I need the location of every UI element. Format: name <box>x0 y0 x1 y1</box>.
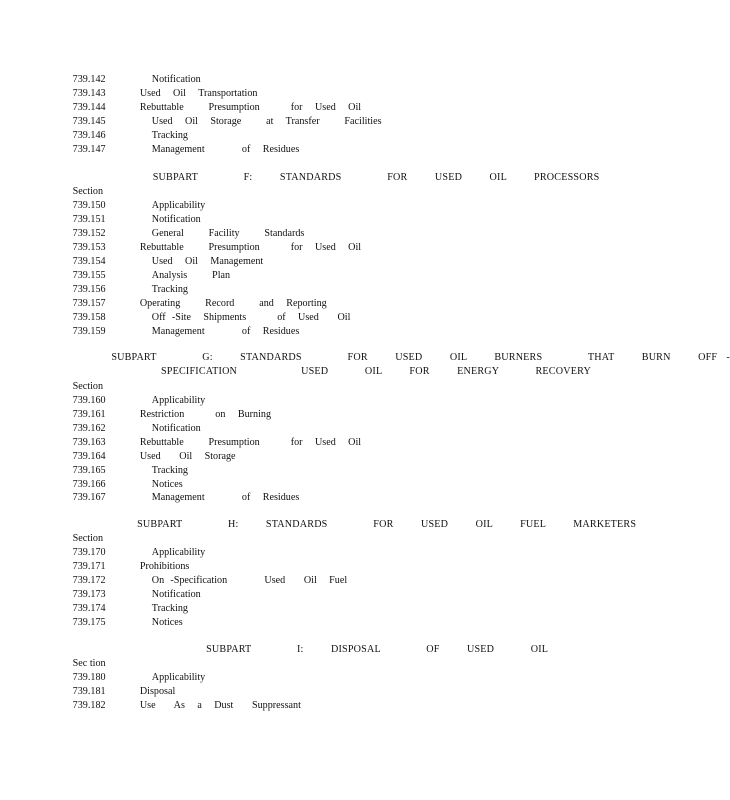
section-number: 739.153 <box>72 241 106 253</box>
section-title: Notices <box>151 478 183 490</box>
section-title: Management of Residues <box>151 491 300 503</box>
section-number: 739.147 <box>72 143 106 155</box>
section-label: Sec tion <box>72 657 106 669</box>
section-number: 739.167 <box>72 491 106 503</box>
section-title: Rebuttable Presumption for Used Oil <box>139 101 362 113</box>
section-number: 739.154 <box>72 255 106 267</box>
section-number: 739.181 <box>72 685 106 697</box>
section-title: Applicability <box>151 546 206 558</box>
section-number: 739.182 <box>72 699 106 711</box>
section-number: 739.157 <box>72 297 106 309</box>
section-number: 739.166 <box>72 478 106 490</box>
section-title: Use As a Dust Suppressant <box>139 699 301 711</box>
section-title: Notification <box>151 73 201 85</box>
section-title: Applicability <box>151 394 206 406</box>
section-title: Tracking <box>151 602 188 614</box>
section-title: Tracking <box>151 464 188 476</box>
section-number: 739.161 <box>72 408 106 420</box>
section-title: Disposal <box>139 685 176 697</box>
section-label: Section <box>72 532 104 544</box>
section-title: Rebuttable Presumption for Used Oil <box>139 436 362 448</box>
section-title: Used Oil Storage at Transfer Facilities <box>151 115 382 127</box>
section-number: 739.165 <box>72 464 106 476</box>
section-title: Prohibitions <box>139 560 190 572</box>
subpart-f-heading: SUBPART F: STANDARDS FOR USED OIL PROCESSORS <box>152 171 600 183</box>
section-number: 739.152 <box>72 227 106 239</box>
section-number: 739.174 <box>72 602 106 614</box>
section-number: 739.180 <box>72 671 106 683</box>
section-title: Operating Record and Reporting <box>139 297 327 309</box>
section-title: Notification <box>151 588 201 600</box>
section-number: 739.175 <box>72 616 106 628</box>
section-title: Analysis Plan <box>151 269 231 281</box>
section-title: Management of Residues <box>151 325 300 337</box>
section-number: 739.146 <box>72 129 106 141</box>
section-number: 739.164 <box>72 450 106 462</box>
section-number: 739.172 <box>72 574 106 586</box>
section-title: Notices <box>151 616 183 628</box>
section-number: 739.173 <box>72 588 106 600</box>
section-number: 739.159 <box>72 325 106 337</box>
section-title: Rebuttable Presumption for Used Oil <box>139 241 362 253</box>
section-label: Section <box>72 185 104 197</box>
section-title: Restriction on Burning <box>139 408 272 420</box>
section-title: General Facility Standards <box>151 227 305 239</box>
section-number: 739.170 <box>72 546 106 558</box>
section-number: 739.151 <box>72 213 106 225</box>
section-title: Management of Residues <box>151 143 300 155</box>
section-number: 739.171 <box>72 560 106 572</box>
section-number: 739.150 <box>72 199 106 211</box>
section-title: Used Oil Transportation <box>139 87 258 99</box>
section-label: Section <box>72 380 104 392</box>
section-title: Applicability <box>151 199 206 211</box>
section-number: 739.144 <box>72 101 106 113</box>
section-number: 739.156 <box>72 283 106 295</box>
subpart-i-heading: SUBPART I: DISPOSAL OF USED OIL <box>206 643 549 655</box>
section-number: 739.143 <box>72 87 106 99</box>
subpart-h-heading: SUBPART H: STANDARDS FOR USED OIL FUEL MARKETERS <box>137 518 637 530</box>
section-title: Used Oil Storage <box>139 450 236 462</box>
section-title: Notification <box>151 213 201 225</box>
section-title: Used Oil Management <box>151 255 264 267</box>
section-number: 739.158 <box>72 311 106 323</box>
section-title: On -Specification Used Oil Fuel <box>151 574 348 586</box>
section-number: 739.142 <box>72 73 106 85</box>
section-title: Off -Site Shipments of Used Oil <box>151 311 351 323</box>
section-number: 739.162 <box>72 422 106 434</box>
section-number: 739.145 <box>72 115 106 127</box>
section-title: Applicability <box>151 671 206 683</box>
section-number: 739.155 <box>72 269 106 281</box>
section-title: Tracking <box>151 129 188 141</box>
section-number: 739.160 <box>72 394 106 406</box>
section-title: Notification <box>151 422 201 434</box>
subpart-g-heading-line1: SUBPART G: STANDARDS FOR USED OIL BURNERS THAT BURN OFF - <box>111 351 730 363</box>
subpart-g-heading-line2: SPECIFICATION USED OIL FOR ENERGY RECOVERY <box>161 365 591 377</box>
section-number: 739.163 <box>72 436 106 448</box>
section-title: Tracking <box>151 283 188 295</box>
